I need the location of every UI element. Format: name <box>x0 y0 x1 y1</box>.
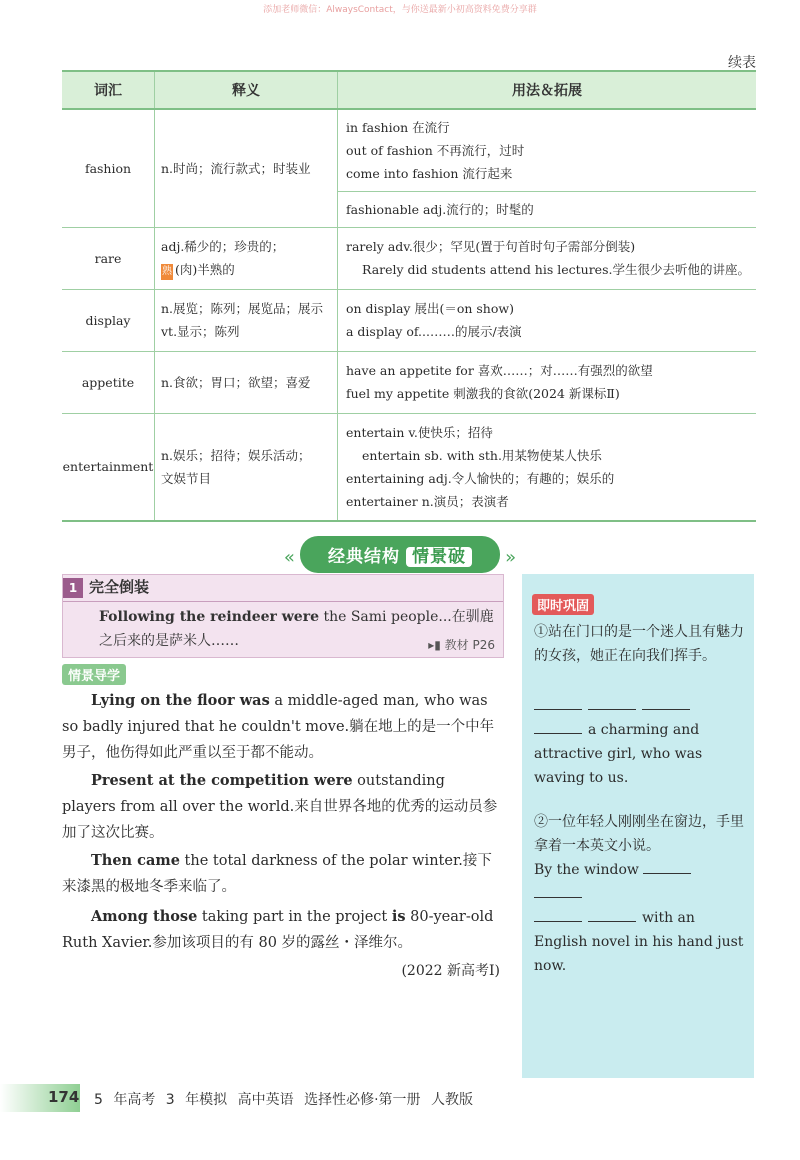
meaning-cell: adj.稀少的；珍贵的； 熟 (肉)半熟的 <box>155 227 338 289</box>
meaning-cell: n.时尚；流行款式；时装业 <box>155 109 338 227</box>
note-tag: 熟 <box>161 264 173 280</box>
word-cell: rare <box>62 227 155 289</box>
chevron-right-icon: » <box>505 547 517 568</box>
continued-label: 续表 <box>728 55 756 71</box>
answer-blank[interactable] <box>534 921 582 922</box>
page-number: 174 <box>48 1088 80 1106</box>
chevron-left-icon: « <box>283 547 295 568</box>
vocab-table <box>62 70 756 522</box>
watermark: 添加老师微信：AlwaysContact，与你送最新小初高资料免费分享群 <box>263 5 537 15</box>
header-word: 词汇 <box>62 71 155 109</box>
practice-panel <box>522 574 754 1078</box>
table-row <box>62 227 756 289</box>
answer-blank[interactable] <box>534 709 582 710</box>
table-row <box>62 413 756 521</box>
answer-blank[interactable] <box>588 709 636 710</box>
answer-blank[interactable] <box>588 921 636 922</box>
example-paragraph: Among those taking part in the project is 80-year-old Ruth Xavier.参加该项目的有 80 岁的露丝・泽维尔。 <box>62 908 494 951</box>
source-note: (2022 新高考Ⅰ) <box>401 963 500 979</box>
table-row <box>62 109 756 227</box>
structure-header <box>63 575 503 602</box>
structure-title: 完全倒装 <box>89 578 150 596</box>
book-icon: ▸▮ <box>428 638 441 652</box>
table-header-row <box>62 71 756 109</box>
guide-tag: 情景导学 <box>62 664 126 685</box>
practice-q2: ②一位年轻人刚刚坐在窗边，手里拿着一本英文小说。 <box>534 814 744 854</box>
answer-blank[interactable] <box>643 873 691 874</box>
word-cell: display <box>62 289 155 351</box>
header-usage: 用法＆拓展 <box>338 71 757 109</box>
page-footer <box>0 1084 800 1112</box>
practice-tag: 即时巩固 <box>532 594 594 615</box>
meaning-cell: n.展览；陈列；展览品；展示 vt.显示；陈列 <box>155 289 338 351</box>
word-cell: appetite <box>62 351 155 413</box>
word-cell: fashion <box>62 109 155 227</box>
answer-blank[interactable] <box>534 733 582 734</box>
usage-cell: rarely adv.很少；罕见(置于句首时句子需部分倒装) Rarely did students attend his lectures.学生很少去听他的讲座。 <box>338 227 757 289</box>
structure-box <box>62 574 504 658</box>
section-banner <box>0 536 800 573</box>
answer-blank[interactable] <box>534 897 582 898</box>
textbook-ref: ▸▮ 教材 P26 <box>428 638 495 652</box>
answer-blank[interactable] <box>642 709 690 710</box>
usage-cell: in fashion 在流行 out of fashion 不再流行，过时 come into fashion 流行起来 fashionable adj.流行的；时髦的 <box>338 109 757 227</box>
header-meaning: 释义 <box>155 71 338 109</box>
table-row <box>62 351 756 413</box>
practice-q1-answer: a charming and attractive girl, who was waving to us. <box>534 694 748 790</box>
structure-example: Following the reindeer were the Sami people...在驯鹿之后来的是萨米人…… <box>99 609 494 649</box>
example-paragraph: Present at the competition were outstanding players from all over the world.来自世界各地的优秀的运动员参加了这次比赛。 <box>62 772 498 841</box>
book-title: 5 年高考 3 年模拟 高中英语 选择性必修·第一册 人教版 <box>94 1092 473 1108</box>
table-row <box>62 289 756 351</box>
usage-cell: have an appetite for 喜欢……；对……有强烈的欲望 fuel my appetite 刺激我的食欲(2024 新课标Ⅱ) <box>338 351 757 413</box>
structure-number: 1 <box>63 578 83 598</box>
practice-q2-answer: By the window with an English novel in his hand just now. <box>534 862 744 974</box>
practice-q1: ①站在门口的是一个迷人且有魅力的女孩，她正在向我们挥手。 <box>534 624 744 664</box>
example-paragraph: Then came the total darkness of the polar winter.接下来漆黑的极地冬季来临了。 <box>62 852 492 895</box>
word-cell: entertainment <box>62 413 155 521</box>
usage-cell: entertain v.使快乐；招待 entertain sb. with sth.用某物使某人快乐 entertaining adj.令人愉快的；有趣的；娱乐的 entertainer n.演员；表演者 <box>338 413 757 521</box>
meaning-cell: n.娱乐；招待；娱乐活动； 文娱节目 <box>155 413 338 521</box>
banner-pill: 经典结构 情景破 <box>300 536 500 573</box>
usage-cell: on display 展出(＝on show) a display of...……的展示/表演 <box>338 289 757 351</box>
example-paragraph: Lying on the floor was a middle-aged man, who was so badly injured that he couldn't move.躺在地上的是一个中年男子，他伤得如此严重以至于都不能动。 <box>62 692 495 761</box>
meaning-cell: n.食欲；胃口；欲望；喜爱 <box>155 351 338 413</box>
